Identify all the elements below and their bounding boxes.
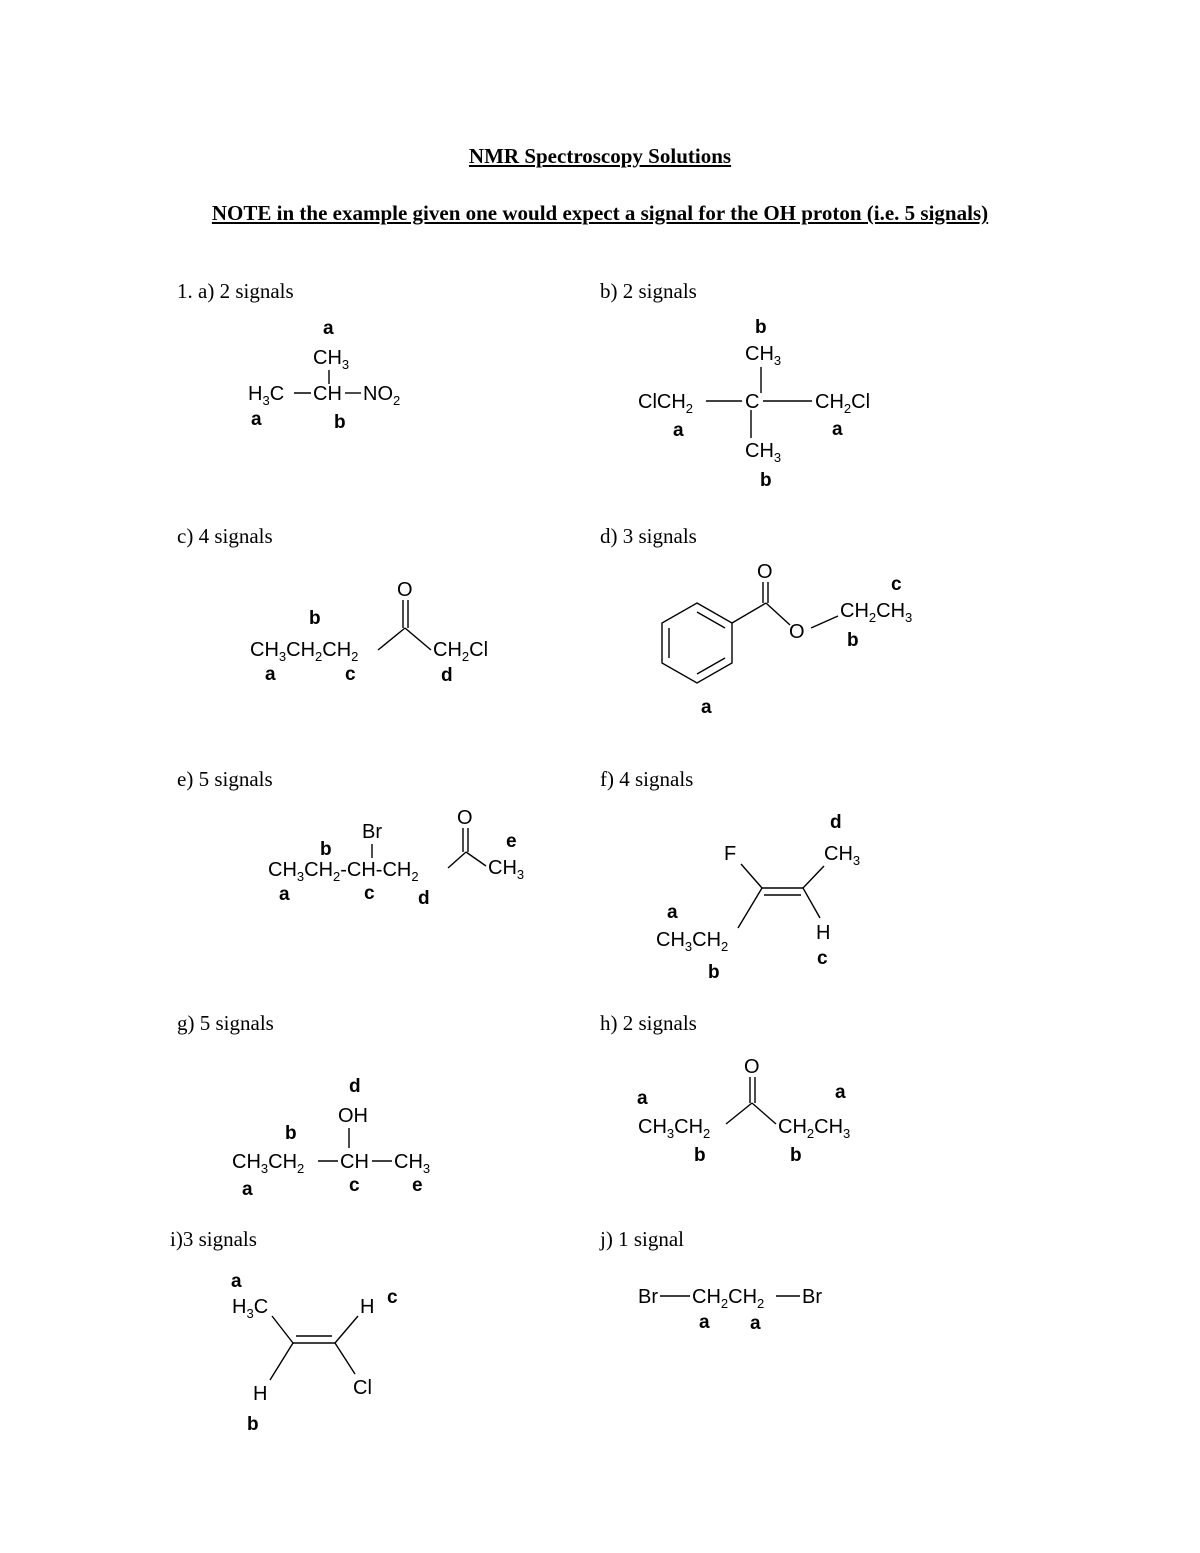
question-e-label: e) 5 signals: [177, 767, 273, 791]
svg-text:H: H: [253, 1383, 268, 1405]
label-c: c: [817, 948, 828, 969]
page-title: NMR Spectroscopy Solutions: [468, 144, 732, 168]
svg-text:O: O: [744, 1056, 760, 1078]
structure-f: [656, 812, 860, 983]
svg-text:OH: OH: [338, 1105, 368, 1127]
label-a: a: [667, 902, 678, 923]
svg-text:CH3: $CH_3$: [394, 1151, 431, 1176]
label-c: c: [387, 1287, 398, 1308]
svg-text:CH2CH3: $CH_2CH_3$: [778, 1116, 851, 1141]
label-a: a: [279, 884, 290, 905]
structure-d: [662, 561, 912, 718]
svg-text:O: O: [397, 579, 413, 601]
svg-text:CH3: $CH_3$: [745, 343, 782, 368]
label-e: e: [412, 1175, 423, 1196]
label-a: a: [323, 318, 334, 339]
svg-text:O: O: [789, 621, 805, 643]
svg-text:CH3CH2: $CH_3CH_2$: [656, 929, 729, 954]
question-a-label: 1. a) 2 signals: [177, 279, 294, 303]
question-i-label: i)3 signals: [170, 1227, 257, 1251]
question-c-label: c) 4 signals: [177, 524, 273, 548]
svg-text:Cl: Cl: [353, 1377, 372, 1399]
label-d: d: [830, 812, 842, 833]
svg-text:CH3CH2CH2: $CH_3CH_2CH_2$: [250, 639, 359, 664]
question-g-label: g) 5 signals: [177, 1011, 274, 1035]
structure-a: [248, 318, 400, 433]
svg-text:CH3CH2: $CH_3CH_2$: [638, 1116, 711, 1141]
question-b-label: b) 2 signals: [600, 279, 697, 303]
svg-text:CH2Cl: $CH_2Cl$: [433, 639, 489, 664]
label-b: b: [760, 470, 772, 491]
label-b: b: [334, 412, 346, 433]
label-d: d: [349, 1076, 361, 1097]
label-a: a: [242, 1179, 253, 1200]
svg-text:CH2CH2: $CH_2CH_2$: [692, 1286, 765, 1311]
label-c: c: [349, 1175, 360, 1196]
label-a: a: [231, 1271, 242, 1292]
question-d-label: d) 3 signals: [600, 524, 697, 548]
svg-text:Br: Br: [362, 821, 382, 843]
svg-text:H3C: $H_3C$: [232, 1296, 269, 1321]
svg-text:CH3: $CH_3$: [824, 843, 861, 868]
label-c: c: [345, 664, 356, 685]
label-a: a: [832, 419, 843, 440]
svg-text:CH3CH2: $CH_3CH_2$: [232, 1151, 305, 1176]
label-b: b: [790, 1145, 802, 1166]
svg-text:F: F: [724, 843, 737, 865]
structure-h: [637, 1056, 850, 1166]
label-a: a: [699, 1312, 710, 1333]
svg-text:CH: CH: [340, 1151, 369, 1173]
label-a: a: [673, 420, 684, 441]
note: NOTE in the example given one would expect a signal for the OH proton (i.e. 5 signals): [211, 201, 989, 225]
label-b: b: [309, 608, 321, 629]
label-c: c: [891, 574, 902, 595]
question-h-label: h) 2 signals: [600, 1011, 697, 1035]
label-b: b: [847, 630, 859, 651]
svg-text:CH3: $CH_3$: [488, 857, 525, 882]
svg-text:Br: Br: [638, 1286, 658, 1308]
svg-text:C: C: [745, 391, 760, 413]
svg-text:H3C: $H_3C$: [248, 383, 285, 408]
svg-text:Br: Br: [802, 1286, 822, 1308]
label-b: b: [320, 839, 332, 860]
question-j-label: j) 1 signal: [600, 1227, 684, 1251]
svg-text:NO2: $NO_2$: [363, 383, 401, 408]
label-c: c: [364, 883, 375, 904]
label-b: b: [285, 1123, 297, 1144]
svg-text:O: O: [757, 561, 773, 583]
structure-j: [638, 1286, 822, 1334]
label-a: a: [637, 1088, 648, 1109]
svg-text:CH3CH2-CH-CH2: $CH_3CH_2-CH-CH_2$: [268, 859, 419, 884]
structure-i: [231, 1271, 398, 1435]
svg-text:CH: CH: [313, 383, 342, 405]
svg-text:ClCH2: ClCH$_2$: [638, 391, 694, 416]
svg-text:H: H: [816, 922, 831, 944]
label-a: a: [750, 1313, 761, 1334]
label-b: b: [708, 962, 720, 983]
structure-c: [250, 579, 488, 686]
label-a: a: [251, 409, 262, 430]
label-b: b: [755, 317, 767, 338]
svg-text:CH2Cl: $CH_2Cl$: [815, 391, 871, 416]
label-a: a: [835, 1082, 846, 1103]
svg-text:CH3: $CH_3$: [745, 440, 782, 465]
structure-g: [232, 1076, 430, 1200]
svg-text:CH2CH3: $CH_2CH_3$: [840, 600, 913, 625]
label-b: b: [247, 1414, 259, 1435]
svg-text:H: H: [360, 1296, 375, 1318]
label-e: e: [506, 831, 517, 852]
structure-b: [638, 317, 870, 491]
svg-text:O: O: [457, 807, 473, 829]
label-d: d: [441, 665, 453, 686]
structure-e: [268, 807, 524, 909]
label-d: d: [418, 888, 430, 909]
label-a: a: [265, 664, 276, 685]
label-b: b: [694, 1145, 706, 1166]
question-f-label: f) 4 signals: [600, 767, 694, 791]
svg-text:CH3: $CH_3$: [313, 347, 350, 372]
label-a: a: [701, 697, 712, 718]
